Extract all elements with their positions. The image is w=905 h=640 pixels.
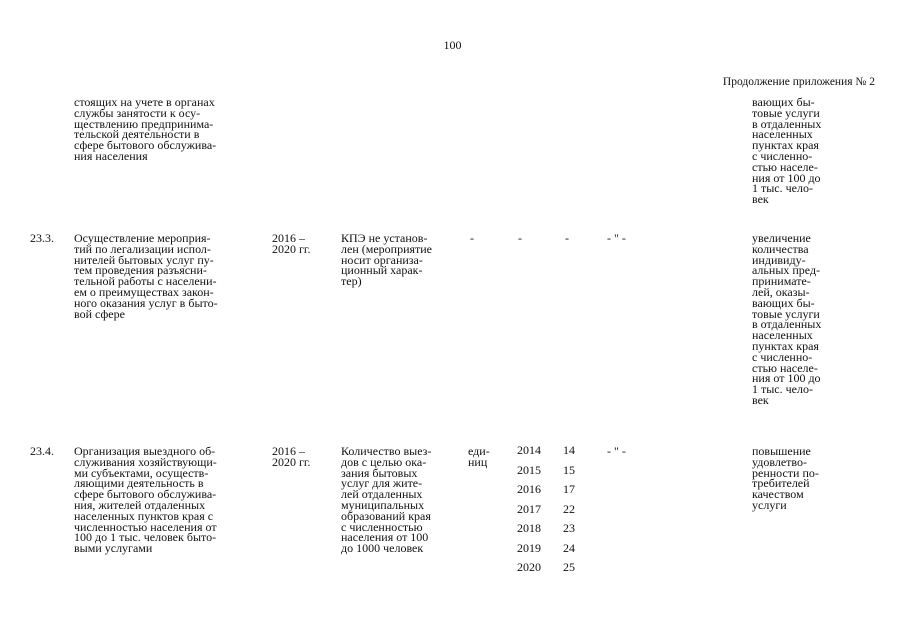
year-value: 24: [563, 540, 575, 555]
row-1-number: 23.3.: [30, 231, 54, 245]
year-value: 25: [563, 560, 575, 574]
year-row: [517, 441, 587, 461]
row-1-action: Осуществление мероприя- тий по легализации испол- нителей бытовых услуг пу- тем проведения разъясни- тельной работы с населени- ем о преимуществах закон- ного оказания услуг в быто- вой сфере: [74, 231, 218, 321]
row-2-result: повышение удовлетво- ренности по- требителей качеством услуги: [752, 444, 819, 512]
year-row: [517, 461, 587, 481]
year-value: 22: [563, 501, 575, 516]
year: 2018: [517, 521, 541, 535]
year: 2020: [517, 560, 541, 574]
year: 2014: [517, 443, 541, 457]
year-value: 17: [563, 482, 575, 496]
row-1-dash-3: -: [565, 231, 569, 245]
year-row: [517, 558, 587, 578]
year: 2017: [517, 501, 541, 516]
year-value: 15: [563, 462, 575, 477]
year-row: [517, 480, 587, 500]
row-1-dash-2: -: [518, 231, 522, 245]
row-0-action: стоящих на учете в органах службы занятости к осу- ществлению предпринима- тельской деятельности в сфере бытового обслужива- ния населения: [74, 95, 217, 163]
row-2-action: Организация выездного об- служивания хозяйствующи- ми субъектами, осуществ- ляющими деятельность в сфере бытового обслужива- ния, жителей отдаленных населенных пунктов края с численностью населения от 100 до 1 тыс. человек быто- выми услугами: [74, 444, 217, 556]
year: 2019: [517, 540, 541, 555]
year-row: [517, 500, 587, 520]
year-row: [517, 539, 587, 559]
year-value: 14: [563, 443, 575, 457]
year: 2015: [517, 462, 541, 477]
row-0-result: вающих бы- товые услуги в отдаленных населенных пунктах края с численно- стью населе- ния от 100 до 1 тыс. чело- век: [752, 95, 822, 207]
row-1-executor: - " -: [607, 231, 626, 245]
year-row: [517, 519, 587, 539]
row-1-dash-1: -: [470, 231, 474, 245]
year-value: 23: [563, 521, 575, 535]
row-1-result: увеличение количества индивиду- альных пред- принимате- лей, оказы- вающих бы- товые услуги в отдаленных населенных пунктах края с численно- стью населе- ния от 100 до 1 тыс. чело- век: [752, 231, 822, 407]
year: 2016: [517, 482, 541, 496]
appendix-note: Продолжение приложения № 2: [722, 76, 875, 88]
row-2-indicator: Количество выез- дов с целью ока- зания бытовых услуг для жите- лей отдаленных муниципальных образований края с численностью населения от 100 до 1000 человек: [341, 444, 432, 556]
row-2-unit: еди- ниц: [468, 444, 490, 469]
row-1-period: 2016 – 2020 гг.: [272, 231, 311, 256]
row-2-period: 2016 – 2020 гг.: [272, 444, 311, 469]
row-2-number: 23.4.: [30, 444, 54, 458]
row-2-executor: - " -: [607, 444, 626, 458]
page-number: 100: [443, 38, 462, 52]
row-2-year-values: [517, 441, 587, 578]
row-1-indicator: КПЭ не установ- лен (мероприятие носит организа- ционный харак- тер): [341, 231, 433, 289]
